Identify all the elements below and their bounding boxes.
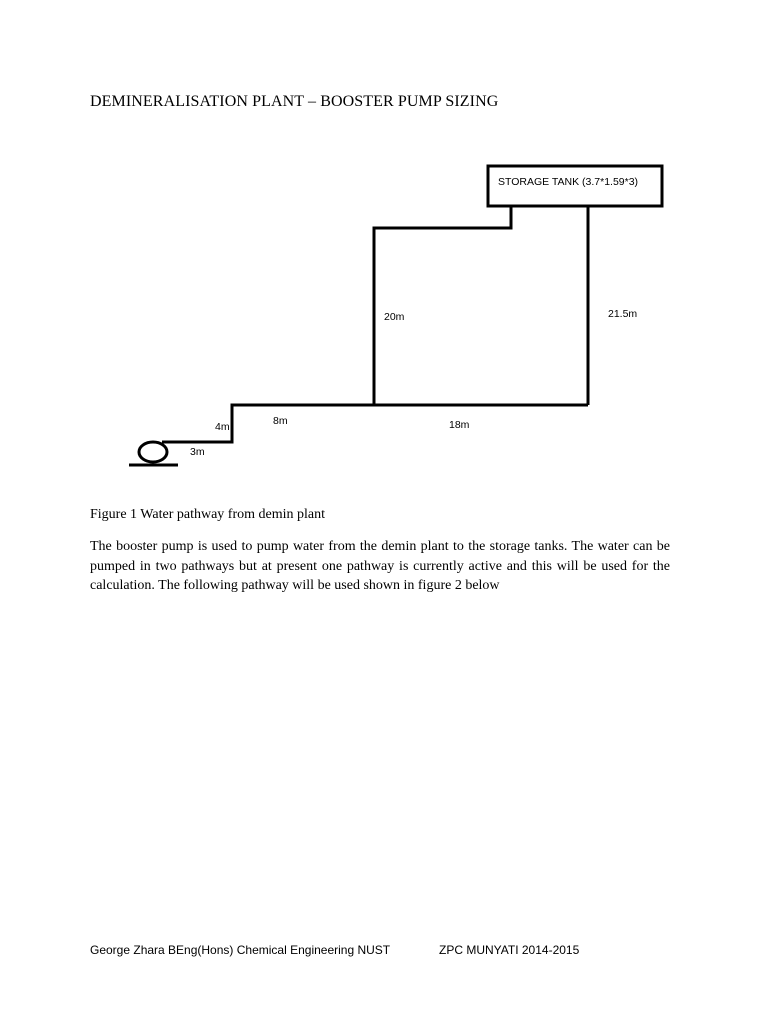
label-3m: 3m [190,446,205,458]
page-title: DEMINERALISATION PLANT – BOOSTER PUMP SIZING [90,93,499,110]
label-8m: 8m [273,415,288,427]
label-21-5m: 21.5m [608,308,638,320]
label-4m: 4m [215,421,230,433]
storage-tank-label: STORAGE TANK (3.7*1.59*3) [498,176,639,188]
footer-author: George Zhara BEng(Hons) Chemical Engineering NUST [90,943,391,957]
label-18m: 18m [449,419,470,431]
pump-icon [129,442,178,465]
body-paragraph: The booster pump is used to pump water from the demin plant to the storage tanks. The water can be pumped in two pathways but at present one pathway is currently active and this will be used for the calculation. The following pathway will be used shown in figure 2 below [90,539,670,593]
label-20m: 20m [384,311,405,323]
footer-organisation: ZPC MUNYATI 2014-2015 [439,943,580,957]
figure-caption: Figure 1 Water pathway from demin plant [90,507,325,522]
pipe-network [162,206,588,442]
pipe-path-20m [374,206,511,405]
